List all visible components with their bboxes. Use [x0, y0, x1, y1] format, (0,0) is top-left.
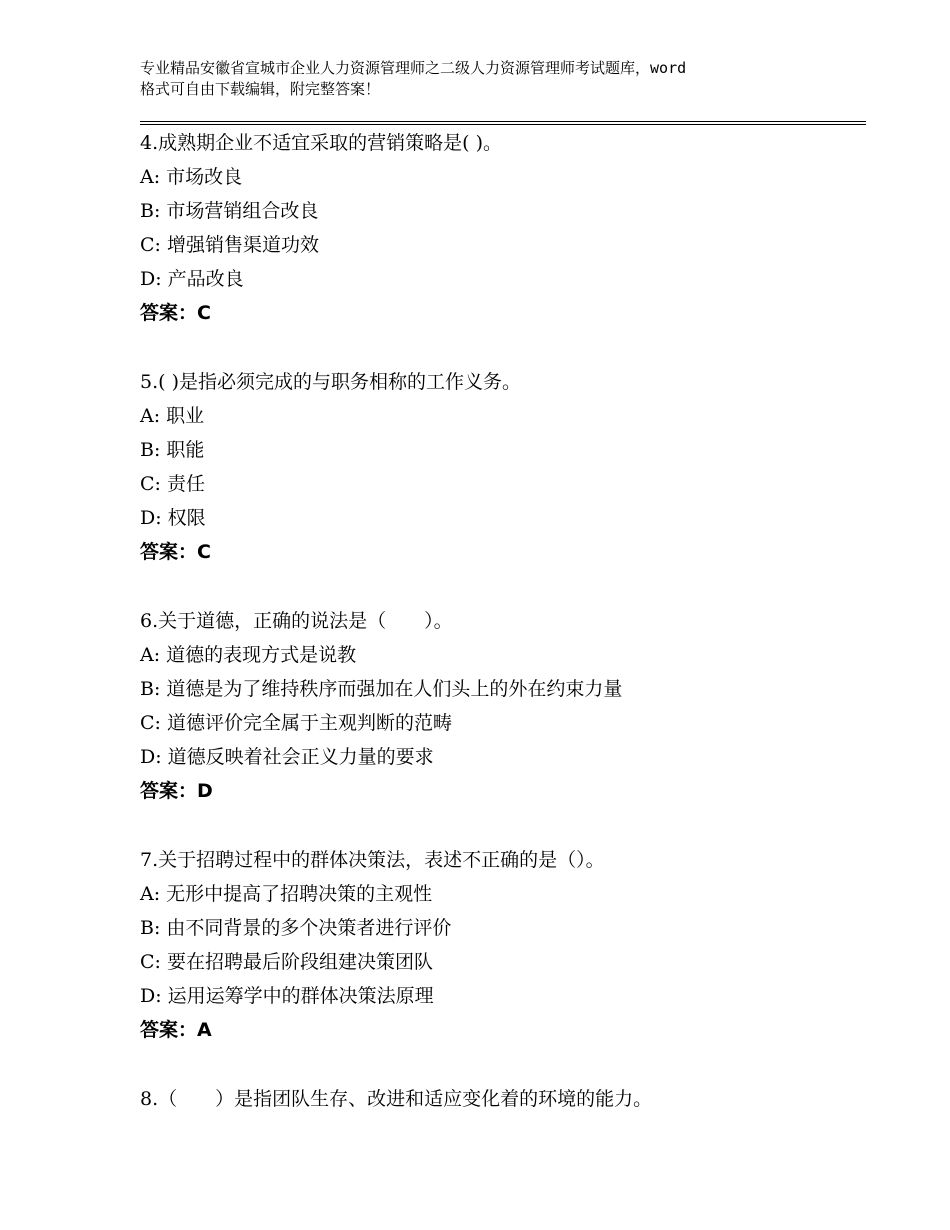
option-c: C: 道德评价完全属于主观判断的范畴 [140, 712, 452, 734]
option-a: A: 道德的表现方式是说教 [140, 644, 357, 666]
option-d: D: 权限 [140, 507, 206, 529]
option-b: B: 由不同背景的多个决策者进行评价 [140, 917, 452, 939]
option-a: A: 无形中提高了招聘决策的主观性 [140, 883, 433, 905]
question-stem: 4.成熟期企业不适宜采取的营销策略是( )。 [140, 132, 502, 154]
header-line-2: 格式可自由下载编辑，附完整答案！ [140, 80, 381, 98]
question-8 [140, 1082, 866, 1116]
option-c: C: 要在招聘最后阶段组建决策团队 [140, 951, 433, 973]
question-6 [140, 604, 866, 808]
header-divider-bottom [140, 124, 866, 125]
header-line-1: 专业精品安徽省宣城市企业人力资源管理师之二级人力资源管理师考试题库，word [140, 59, 687, 77]
answer-label: 答案：C [140, 541, 211, 563]
question-5 [140, 365, 866, 569]
header-divider-top [140, 121, 866, 122]
question-stem: 6.关于道德，正确的说法是（ ）。 [140, 610, 453, 632]
option-d: D: 运用运筹学中的群体决策法原理 [140, 985, 434, 1007]
question-stem: 5.( )是指必须完成的与职务相称的工作义务。 [140, 371, 521, 393]
option-d: D: 产品改良 [140, 268, 244, 290]
option-a: A: 职业 [140, 405, 205, 427]
answer-label: 答案：C [140, 302, 211, 324]
question-stem: 7.关于招聘过程中的群体决策法，表述不正确的是（）。 [140, 849, 605, 871]
answer-label: 答案：A [140, 1019, 212, 1041]
question-7 [140, 843, 866, 1047]
question-stem: 8.（ ）是指团队生存、改进和适应变化着的环境的能力。 [140, 1088, 653, 1110]
document-header [140, 58, 840, 100]
option-b: B: 市场营销组合改良 [140, 200, 319, 222]
option-a: A: 市场改良 [140, 166, 243, 188]
option-c: C: 责任 [140, 473, 205, 495]
option-d: D: 道德反映着社会正义力量的要求 [140, 746, 434, 768]
answer-label: 答案：D [140, 780, 213, 802]
option-b: B: 道德是为了维持秩序而强加在人们头上的外在约束力量 [140, 678, 623, 700]
question-4 [140, 126, 866, 330]
option-c: C: 增强销售渠道功效 [140, 234, 319, 256]
option-b: B: 职能 [140, 439, 205, 461]
